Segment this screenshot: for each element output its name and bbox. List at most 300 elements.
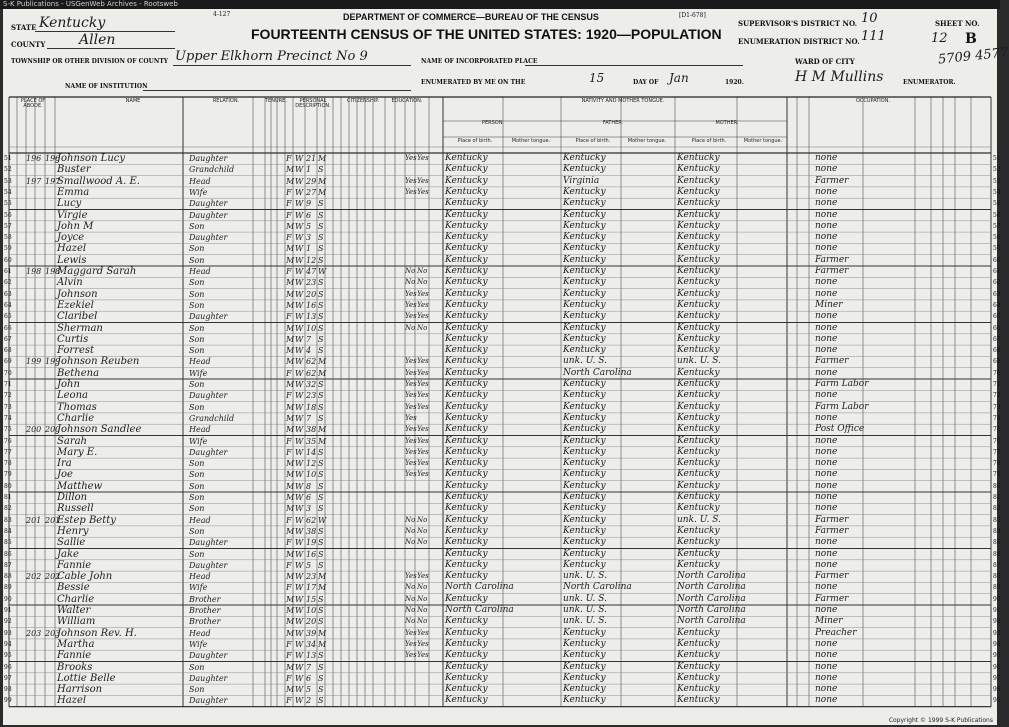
sex: M (286, 617, 295, 627)
line-number: 58 (4, 234, 12, 242)
relation: Son (189, 221, 205, 231)
relation: Son (189, 526, 205, 536)
occupation: none (815, 638, 838, 649)
sex: F (286, 560, 292, 570)
sex: M (286, 255, 295, 265)
line-number: 59 (4, 245, 12, 253)
age: 32 (306, 380, 317, 389)
occupation: none (815, 186, 838, 197)
line-number-right: 78 (993, 460, 1001, 468)
race: W (295, 289, 304, 299)
line-number: 76 (4, 437, 12, 445)
relation: Grandchild (189, 413, 235, 423)
line-number: 98 (4, 686, 12, 694)
can-read: No (405, 515, 416, 524)
can-read: Yes (405, 357, 417, 366)
line-number: 64 (4, 301, 12, 309)
race: W (295, 210, 304, 220)
person-name: Lewis (57, 254, 87, 266)
birthplace-person: Kentucky (445, 232, 488, 243)
can-read: Yes (405, 459, 417, 468)
person-name: Bethena (57, 367, 100, 379)
relation: Daughter (189, 233, 228, 243)
race: W (295, 312, 304, 322)
race: W (295, 560, 304, 570)
race: W (295, 199, 304, 209)
line-number: 75 (4, 426, 12, 434)
line-number-right: 61 (993, 268, 1001, 275)
relation: Wife (189, 187, 208, 197)
birthplace-mother: Kentucky (677, 153, 720, 163)
race: W (295, 187, 304, 197)
birthplace-mother: Kentucky (677, 220, 720, 231)
person-name: Brooks (57, 661, 93, 673)
person-name: Fannie (57, 650, 92, 662)
sex: F (286, 583, 292, 593)
line-number: 61 (4, 268, 12, 275)
can-read: Yes (405, 300, 417, 309)
window-title: S-K Publications - USGenWeb Archives - Rootsweb (0, 0, 1000, 9)
person-name: Harrison (57, 684, 103, 696)
can-write: No (417, 617, 428, 626)
dwelling-number: 200 (26, 425, 42, 435)
person-name: Johnson Lucy (57, 153, 126, 164)
age: 23 (306, 278, 317, 288)
occupation: Farmer (815, 525, 849, 536)
family-number: 199 (45, 357, 61, 367)
line-number-right: 58 (993, 234, 1001, 242)
dwelling-number: 198 (26, 267, 42, 276)
birthplace-mother: Kentucky (677, 232, 720, 243)
occupation: none (815, 492, 838, 502)
race: W (295, 606, 304, 615)
line-number: 60 (4, 256, 12, 264)
race: W (295, 221, 304, 231)
line-number-right: 68 (993, 347, 1001, 355)
person-name: Ezekiel (57, 299, 94, 311)
line-number-right: 59 (993, 245, 1001, 253)
relation: Daughter (189, 391, 228, 401)
can-write: Yes (417, 436, 429, 445)
birthplace-mother: Kentucky (677, 333, 720, 344)
line-number: 79 (4, 471, 12, 479)
occupation: none (815, 480, 838, 491)
marital-status: S (318, 594, 324, 604)
marital-status: S (318, 402, 324, 412)
birthplace-person: Kentucky (445, 311, 488, 322)
can-read: Yes (405, 380, 417, 388)
line-number-right: 60 (993, 256, 1001, 264)
line-number: 96 (4, 663, 12, 671)
can-read: Yes (405, 651, 417, 660)
line-number: 51 (4, 155, 12, 162)
can-write: Yes (417, 651, 429, 660)
occupation: Farmer (815, 571, 849, 582)
line-number-right: 52 (993, 166, 1001, 174)
can-read: No (405, 583, 416, 592)
relation: Daughter (189, 447, 228, 457)
line-number-right: 84 (993, 527, 1001, 535)
birthplace-father: Kentucky (563, 186, 606, 197)
race: W (295, 154, 304, 163)
age: 3 (306, 233, 312, 243)
person-name: Joyce (57, 232, 85, 244)
incorporated-label: NAME OF INCORPORATED PLACE (421, 58, 538, 65)
relation: Daughter (189, 154, 228, 163)
line-number-right: 95 (993, 652, 1001, 660)
birthplace-person: Kentucky (445, 209, 488, 220)
birthplace-father: Kentucky (563, 277, 606, 288)
occupation: Farmer (815, 356, 849, 367)
age: 62 (306, 357, 317, 367)
form-code: [D1-678] (679, 12, 706, 19)
race: W (295, 572, 304, 582)
age: 39 (306, 628, 317, 638)
sex: M (286, 289, 295, 299)
sex: M (286, 300, 295, 310)
occupation: Miner (815, 299, 843, 310)
relation: Son (189, 334, 205, 344)
birthplace-father: Kentucky (563, 401, 606, 412)
can-read: Yes (405, 470, 417, 479)
birthplace-mother: Kentucky (677, 548, 720, 559)
birthplace-father: Kentucky (563, 333, 606, 344)
birthplace-person: Kentucky (445, 401, 488, 412)
marital-status: M (318, 368, 327, 378)
birthplace-father: Kentucky (563, 390, 606, 401)
dwelling-number: 196 (26, 154, 42, 163)
marital-status: M (318, 176, 327, 186)
occupation: Farmer (815, 514, 849, 525)
age: 47 (306, 267, 317, 276)
relation: Son (189, 504, 205, 514)
birthplace-mother: Kentucky (677, 390, 720, 401)
occupation: none (815, 322, 838, 333)
enum-day: 15 (589, 71, 605, 85)
line-number: 99 (4, 697, 12, 705)
birthplace-father: Kentucky (563, 299, 606, 310)
line-number: 70 (4, 369, 12, 377)
person-name: Sherman (57, 322, 103, 334)
race: W (295, 617, 304, 627)
person-name: Jake (57, 548, 79, 560)
birthplace-person: North Carolina (445, 605, 514, 615)
relation: Brother (189, 606, 221, 615)
birthplace-father: unk. U. S. (563, 356, 607, 367)
enumerator-value: H M Mullins (795, 69, 884, 85)
sex: M (286, 493, 295, 502)
birthplace-father: Kentucky (563, 492, 606, 502)
marital-status: S (318, 165, 324, 175)
line-number-right: 53 (993, 177, 1001, 185)
birthplace-father: North Carolina (563, 367, 632, 378)
line-number-right: 66 (993, 324, 1001, 332)
sex: M (286, 470, 295, 480)
line-number-right: 99 (993, 697, 1001, 705)
sex: F (286, 436, 292, 446)
marital-status: S (318, 481, 324, 491)
family-number: 197 (45, 176, 61, 186)
person-name: Sallie (57, 537, 86, 549)
race: W (295, 425, 304, 435)
relation: Son (189, 549, 205, 559)
person-name: William (57, 616, 96, 628)
line-number-right: 57 (993, 222, 1001, 230)
person-name: Matthew (57, 480, 103, 492)
birthplace-person: Kentucky (445, 379, 488, 389)
enumerator-label: ENUMERATOR. (903, 79, 956, 86)
birthplace-mother: Kentucky (677, 322, 720, 333)
birthplace-father: Virginia (563, 175, 600, 186)
marital-status: S (318, 459, 324, 469)
age: 13 (306, 651, 317, 661)
relation: Son (189, 255, 205, 265)
line-number-right: 51 (993, 155, 1001, 162)
age: 15 (306, 594, 317, 604)
person-name: Johnson Sandlee (57, 424, 142, 436)
marital-status: S (318, 278, 324, 288)
can-write: No (417, 594, 428, 603)
line-number: 62 (4, 279, 12, 287)
col-tongue-person: Mother tongue. (511, 138, 551, 144)
can-write: Yes (417, 312, 429, 321)
age: 21 (306, 154, 317, 163)
line-number: 52 (4, 166, 12, 174)
line-number: 71 (4, 381, 12, 388)
can-write: Yes (417, 425, 429, 434)
age: 62 (306, 368, 317, 378)
person-name: Henry (57, 525, 89, 537)
can-read: No (405, 278, 416, 287)
can-write: No (417, 515, 428, 524)
line-number-right: 91 (993, 607, 1001, 614)
occupation: none (815, 650, 838, 661)
can-write: No (417, 267, 428, 275)
relation: Son (189, 380, 205, 389)
birthplace-father: Kentucky (563, 266, 606, 276)
relation: Daughter (189, 312, 228, 322)
occupation: none (815, 446, 838, 457)
birthplace-father: Kentucky (563, 164, 606, 175)
person-name: Johnson Rev. H. (57, 627, 137, 639)
marital-status: S (318, 312, 324, 322)
person-name: Johnson (57, 288, 98, 300)
person-name: Sarah (57, 435, 87, 447)
age: 10 (306, 470, 317, 480)
birthplace-father: Kentucky (563, 480, 606, 491)
sex: F (286, 187, 292, 197)
birthplace-father: Kentucky (563, 514, 606, 525)
sex: M (286, 221, 295, 231)
birthplace-father: unk. U. S. (563, 616, 607, 627)
census-year: 1920. (725, 79, 744, 86)
birthplace-father: Kentucky (563, 469, 606, 480)
marital-status: S (318, 244, 324, 254)
birthplace-mother: Kentucky (677, 480, 720, 491)
line-number: 93 (4, 629, 12, 637)
age: 12 (306, 459, 317, 469)
line-number-right: 74 (993, 414, 1001, 422)
race: W (295, 662, 304, 672)
relation: Son (189, 459, 205, 469)
sex: M (286, 549, 295, 559)
birthplace-mother: Kentucky (677, 379, 720, 389)
birthplace-person: Kentucky (445, 367, 488, 378)
can-write: Yes (417, 380, 429, 388)
birthplace-mother: Kentucky (677, 209, 720, 220)
birthplace-person: Kentucky (445, 492, 488, 502)
birthplace-mother: Kentucky (677, 435, 720, 446)
age: 1 (306, 165, 312, 175)
birthplace-mother: Kentucky (677, 424, 720, 435)
marital-status: S (318, 346, 324, 356)
supervisor-value: 10 (861, 11, 878, 26)
birthplace-person: Kentucky (445, 559, 488, 570)
col-tongue-father: Mother tongue. (627, 138, 667, 144)
can-read: No (405, 617, 416, 626)
marital-status: S (318, 210, 324, 220)
birthplace-father: Kentucky (563, 412, 606, 423)
race: W (295, 380, 304, 389)
birthplace-person: Kentucky (445, 469, 488, 480)
col-personal: PERSONAL DESCRIPTION. (295, 98, 331, 109)
line-number-right: 65 (993, 313, 1001, 321)
line-number: 89 (4, 584, 12, 592)
marital-status: S (318, 560, 324, 570)
race: W (295, 368, 304, 378)
birthplace-father: Kentucky (563, 661, 606, 672)
birthplace-mother: Kentucky (677, 684, 720, 695)
relation: Daughter (189, 696, 228, 706)
race: W (295, 549, 304, 559)
form-number: 4-127 (213, 11, 231, 18)
marital-status: M (318, 572, 327, 582)
line-number-right: 69 (993, 358, 1001, 366)
person-name: Buster (57, 164, 91, 176)
occupation: none (815, 684, 838, 695)
can-write: Yes (417, 402, 429, 411)
occupation: none (815, 695, 838, 706)
relation: Son (189, 289, 205, 299)
family-number: 201 (45, 515, 61, 525)
state-label: STATE (11, 23, 37, 32)
can-write: Yes (417, 572, 429, 581)
birthplace-mother: Kentucky (677, 254, 720, 265)
race: W (295, 357, 304, 367)
line-number: 55 (4, 200, 12, 208)
birthplace-mother: Kentucky (677, 266, 720, 276)
line-number: 85 (4, 539, 12, 547)
sex: M (286, 425, 295, 435)
line-number-right: 87 (993, 561, 1001, 569)
marital-status: S (318, 662, 324, 672)
race: W (295, 628, 304, 638)
occupation: none (815, 164, 838, 175)
can-write: Yes (417, 368, 429, 377)
col-mother: MOTHER. (715, 120, 739, 126)
occupation: none (815, 503, 838, 514)
line-number: 68 (4, 347, 12, 355)
occupation: none (815, 469, 838, 480)
line-number: 77 (4, 448, 12, 456)
line-number-right: 90 (993, 595, 1001, 603)
race: W (295, 481, 304, 491)
birthplace-mother: unk. U. S. (677, 356, 721, 367)
dwelling-number: 201 (26, 515, 42, 525)
age: 8 (306, 481, 312, 491)
age: 4 (306, 346, 312, 356)
can-write: No (417, 323, 428, 332)
marital-status: M (318, 628, 327, 638)
race: W (295, 267, 304, 276)
relation: Daughter (189, 651, 228, 661)
margin-note: 5709 4577 (937, 45, 1009, 68)
birthplace-father: Kentucky (563, 503, 606, 514)
dwelling-number: 203 (26, 628, 42, 638)
day-of-label: DAY OF (633, 79, 659, 86)
line-number: 87 (4, 561, 12, 569)
can-write: Yes (417, 470, 429, 479)
birthplace-mother: Kentucky (677, 412, 720, 423)
birthplace-mother: Kentucky (677, 367, 720, 378)
line-number-right: 85 (993, 539, 1001, 547)
birthplace-father: unk. U. S. (563, 605, 607, 615)
col-tongue-mother: Mother tongue. (743, 138, 783, 144)
can-read: Yes (405, 312, 417, 321)
occupation: Farmer (815, 175, 849, 186)
line-number: 53 (4, 177, 12, 185)
person-name: Russell (57, 503, 94, 515)
sex: F (286, 233, 292, 243)
race: W (295, 176, 304, 186)
occupation: Preacher (815, 627, 857, 638)
can-read: No (405, 606, 416, 614)
marital-status: S (318, 380, 324, 389)
occupation: none (815, 220, 838, 231)
birthplace-mother: Kentucky (677, 537, 720, 548)
relation: Daughter (189, 538, 228, 548)
line-number-right: 70 (993, 369, 1001, 377)
line-number-right: 71 (993, 381, 1001, 388)
person-name: John M (57, 220, 94, 232)
birthplace-person: Kentucky (445, 650, 488, 661)
relation: Son (189, 300, 205, 310)
can-read: Yes (405, 447, 417, 456)
can-write: No (417, 526, 428, 535)
person-name: Cable John (57, 571, 113, 583)
line-number-right: 75 (993, 426, 1001, 434)
sex: M (286, 278, 295, 288)
race: W (295, 685, 304, 695)
birthplace-father: Kentucky (563, 446, 606, 457)
birthplace-father: unk. U. S. (563, 593, 607, 604)
birthplace-person: Kentucky (445, 548, 488, 559)
marital-status: S (318, 673, 324, 683)
can-write: Yes (417, 447, 429, 456)
marital-status: S (318, 526, 324, 536)
marital-status: M (318, 357, 327, 367)
relation: Wife (189, 436, 208, 446)
enumeration-value: 111 (861, 29, 886, 44)
sex: M (286, 662, 295, 672)
line-number: 95 (4, 652, 12, 660)
age: 10 (306, 606, 317, 615)
sex: M (286, 459, 295, 469)
birthplace-person: Kentucky (445, 672, 488, 683)
relation: Daughter (189, 210, 228, 220)
age: 1 (306, 244, 312, 254)
birthplace-mother: North Carolina (677, 571, 746, 582)
